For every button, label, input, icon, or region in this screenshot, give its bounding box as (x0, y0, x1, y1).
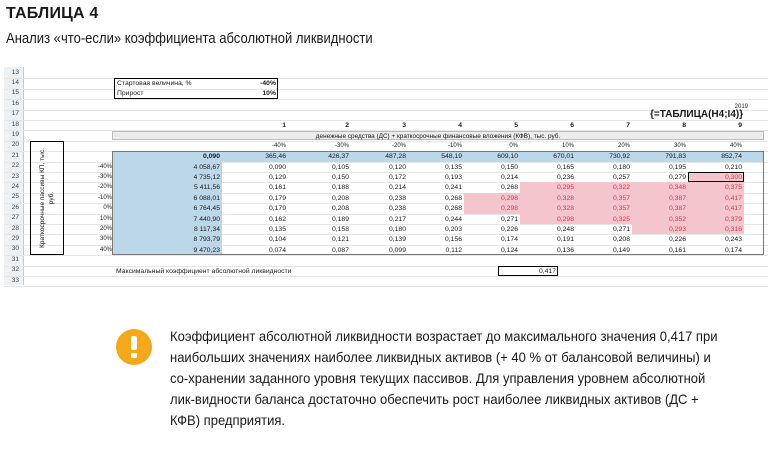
data-cell: 0,105 (331, 163, 349, 171)
row-number: 18 (11, 120, 19, 128)
data-cell: 0,214 (500, 174, 518, 181)
column-number: 7 (626, 122, 630, 129)
data-cell: 0,090 (268, 163, 286, 171)
data-cell: 0,268 (500, 184, 518, 192)
column-percent: -40% (271, 142, 286, 149)
row-value: 8 793,79 (193, 236, 220, 244)
data-cell: 0,238 (388, 194, 406, 202)
row-value: 4 735,12 (193, 174, 220, 181)
column-number: 9 (738, 122, 742, 129)
top-value: 730,92 (609, 153, 630, 161)
top-value: 609,10 (497, 153, 518, 161)
note-text: Коэффициент абсолютной ликвидности возрастает до максимального значения 0,417 при наибольших значениях наиболее ликвидных активов (+ 40 % от балансовой величины) и со-хранении заданного уровня текущих пассивов. Для управления уровнем абсолютной лик-видности баланса достаточно обеспечить рост наиболее ликвидных активов (ДС + КФВ) предприятия. (170, 328, 718, 428)
row-number: 31 (11, 255, 19, 263)
data-cell: 0,375 (724, 184, 742, 192)
row-number: 33 (11, 276, 19, 284)
data-cell: 0,135 (444, 163, 462, 171)
top-value: 548,19 (441, 153, 462, 161)
formula-text: {=ТАБЛИЦА(H4;I4)} (650, 109, 744, 121)
data-cell: 0,238 (388, 205, 406, 213)
grid-row-line (4, 286, 768, 287)
data-cell: 0,271 (612, 226, 630, 233)
data-cell: 0,120 (388, 163, 406, 171)
data-cell: 0,139 (388, 236, 406, 244)
side-label: Краткосрочные пассивы КП, тыс. руб. (39, 148, 55, 248)
column-percent: 20% (617, 142, 630, 149)
data-cell: 0,244 (444, 215, 462, 223)
row-number: 16 (11, 99, 19, 107)
column-percent: -10% (447, 142, 462, 149)
row-value: 7 440,90 (193, 215, 220, 223)
data-cell: 0,387 (668, 194, 686, 202)
data-cell: 0,135 (268, 226, 286, 233)
row-number: 19 (11, 130, 19, 138)
top-value: 426,37 (328, 153, 349, 161)
row-value: 4 058,67 (193, 163, 220, 171)
row-number: 15 (11, 89, 19, 97)
data-cell: 0,161 (668, 246, 686, 254)
data-cell: 0,298 (500, 194, 518, 202)
max-value: 0,417 (538, 267, 556, 275)
data-cell: 0,357 (612, 205, 630, 213)
start-value: -40% (260, 79, 276, 87)
row-value: 6 088,01 (193, 194, 220, 202)
top-value: 852,74 (721, 153, 742, 161)
data-cell: 0,268 (444, 194, 462, 202)
table-subtitle: Анализ «что-если» коэффициента абсолютной ликвидности (6, 31, 373, 47)
data-cell: 0,300 (724, 174, 742, 181)
data-cell: 0,129 (268, 174, 286, 181)
data-cell: 0,268 (444, 205, 462, 213)
row-value: 9 470,23 (193, 246, 220, 254)
row-percent: -10% (97, 194, 112, 201)
row-number: 17 (11, 110, 19, 118)
data-cell: 0,136 (556, 246, 574, 254)
data-cell: 0,104 (268, 236, 286, 244)
data-cell: 0,158 (331, 226, 349, 233)
row-percent: 0% (103, 205, 112, 212)
growth-value: 10% (262, 90, 276, 98)
data-cell: 0,316 (724, 226, 742, 233)
row-number: 21 (11, 151, 19, 159)
data-cell: 0,226 (500, 226, 518, 233)
table-title: ТАБЛИЦА 4 (6, 5, 99, 22)
data-cell: 0,328 (556, 194, 574, 202)
data-cell: 0,298 (556, 215, 574, 223)
data-cell: 0,156 (444, 236, 462, 244)
data-cell: 0,174 (500, 236, 518, 244)
row-number: 20 (11, 141, 19, 149)
data-cell: 0,257 (612, 174, 630, 181)
data-cell: 0,322 (612, 184, 630, 192)
column-number: 2 (345, 122, 349, 129)
data-cell: 0,417 (724, 194, 742, 202)
column-band-label: денежные средства (ДС) + краткосрочные финансовые вложения (КФВ), тыс. руб. (112, 131, 764, 140)
data-cell: 0,379 (724, 215, 742, 223)
start-label: Стартовая величина, % (117, 79, 192, 87)
top-value: 365,46 (265, 153, 286, 161)
data-cell: 0,328 (556, 205, 574, 213)
column-number: 5 (514, 122, 518, 129)
data-cell: 0,241 (444, 184, 462, 192)
row-number: 30 (11, 245, 19, 253)
row-number: 28 (11, 224, 19, 232)
data-cell: 0,293 (668, 226, 686, 233)
column-number: 3 (402, 122, 406, 129)
row-number: 22 (11, 162, 19, 170)
data-cell: 0,074 (268, 246, 286, 254)
data-cell: 0,180 (612, 163, 630, 171)
data-cell: 0,179 (268, 205, 286, 213)
row-number: 25 (11, 193, 19, 201)
data-cell: 0,208 (612, 236, 630, 244)
top-value: 487,28 (385, 153, 406, 161)
row-number: 14 (11, 78, 19, 86)
row-number: 32 (11, 266, 19, 274)
data-cell: 0,124 (500, 246, 518, 254)
row-number: 29 (11, 234, 19, 242)
column-percent: -30% (334, 142, 349, 149)
data-cell: 0,179 (268, 194, 286, 202)
data-cell: 0,099 (388, 246, 406, 254)
row-percent: 20% (99, 226, 112, 232)
row-percent: -30% (97, 174, 112, 180)
row-percent: 10% (99, 215, 112, 222)
row-number: 24 (11, 182, 19, 190)
column-number: 6 (570, 122, 574, 129)
data-cell: 0,208 (331, 205, 349, 213)
data-cell: 0,226 (668, 236, 686, 244)
results-table-border (112, 151, 764, 255)
column-number: 1 (282, 122, 286, 129)
data-cell: 0,150 (500, 163, 518, 171)
max-label: Максимальный коэффициент абсолютной ликвидности (116, 267, 292, 275)
data-cell: 0,172 (388, 174, 406, 181)
data-cell: 0,149 (612, 246, 630, 254)
data-cell: 0,279 (668, 174, 686, 181)
top-value: 791,83 (665, 153, 686, 161)
data-cell: 0,150 (331, 174, 349, 181)
row-percent: 30% (99, 236, 112, 243)
column-percent: -20% (391, 142, 406, 149)
grid-row-line (4, 99, 768, 100)
data-cell: 0,387 (668, 205, 686, 213)
data-cell: 0,236 (556, 174, 574, 181)
column-percent: 10% (561, 142, 574, 149)
data-cell: 0,180 (388, 226, 406, 233)
row-number: 13 (11, 68, 19, 76)
row-value: 5 411,56 (194, 184, 220, 192)
row-number: 27 (11, 214, 19, 222)
data-cell: 0,214 (388, 184, 406, 192)
row-number: 26 (11, 203, 19, 211)
exclamation-icon (116, 329, 152, 365)
data-cell: 0,325 (612, 215, 630, 223)
data-cell: 0,191 (556, 236, 574, 244)
data-cell: 0,165 (556, 163, 574, 171)
data-cell: 0,298 (500, 205, 518, 213)
row-percent: -40% (97, 163, 112, 170)
data-cell: 0,248 (556, 226, 574, 233)
data-cell: 0,357 (612, 194, 630, 202)
data-cell: 0,087 (331, 246, 349, 254)
data-cell: 0,195 (668, 163, 686, 171)
year-label: 2019 (734, 104, 748, 111)
data-cell: 0,174 (724, 246, 742, 254)
data-cell: 0,348 (668, 184, 686, 192)
data-cell: 0,217 (388, 215, 406, 223)
top-value: 670,01 (553, 153, 574, 161)
data-cell: 0,417 (724, 205, 742, 213)
column-percent: 40% (729, 142, 742, 149)
data-cell: 0,203 (444, 226, 462, 233)
data-cell: 0,189 (331, 215, 349, 223)
row-percent: 40% (99, 246, 112, 253)
data-cell: 0,112 (445, 246, 462, 254)
column-number: 8 (682, 122, 686, 129)
data-cell: 0,193 (444, 174, 462, 181)
column-percent: 30% (673, 142, 686, 149)
corner-value: 0,090 (202, 153, 220, 161)
row-value: 8 117,34 (194, 226, 220, 233)
column-percent: 0% (509, 142, 518, 149)
row-value: 6 764,45 (193, 205, 220, 213)
data-cell: 0,188 (331, 184, 349, 192)
row-percent: -20% (97, 184, 112, 191)
data-cell: 0,162 (268, 215, 286, 223)
data-cell: 0,161 (268, 184, 286, 192)
data-cell: 0,295 (556, 184, 574, 192)
data-cell: 0,208 (331, 194, 349, 202)
row-number: 23 (11, 172, 19, 180)
side-label-box (30, 141, 64, 255)
data-cell: 0,352 (668, 215, 686, 223)
data-cell: 0,271 (500, 215, 518, 223)
data-cell: 0,243 (724, 236, 742, 244)
data-cell: 0,210 (724, 163, 742, 171)
growth-label: Прирост (117, 90, 144, 98)
column-number: 4 (458, 122, 462, 129)
data-cell: 0,121 (331, 236, 349, 244)
